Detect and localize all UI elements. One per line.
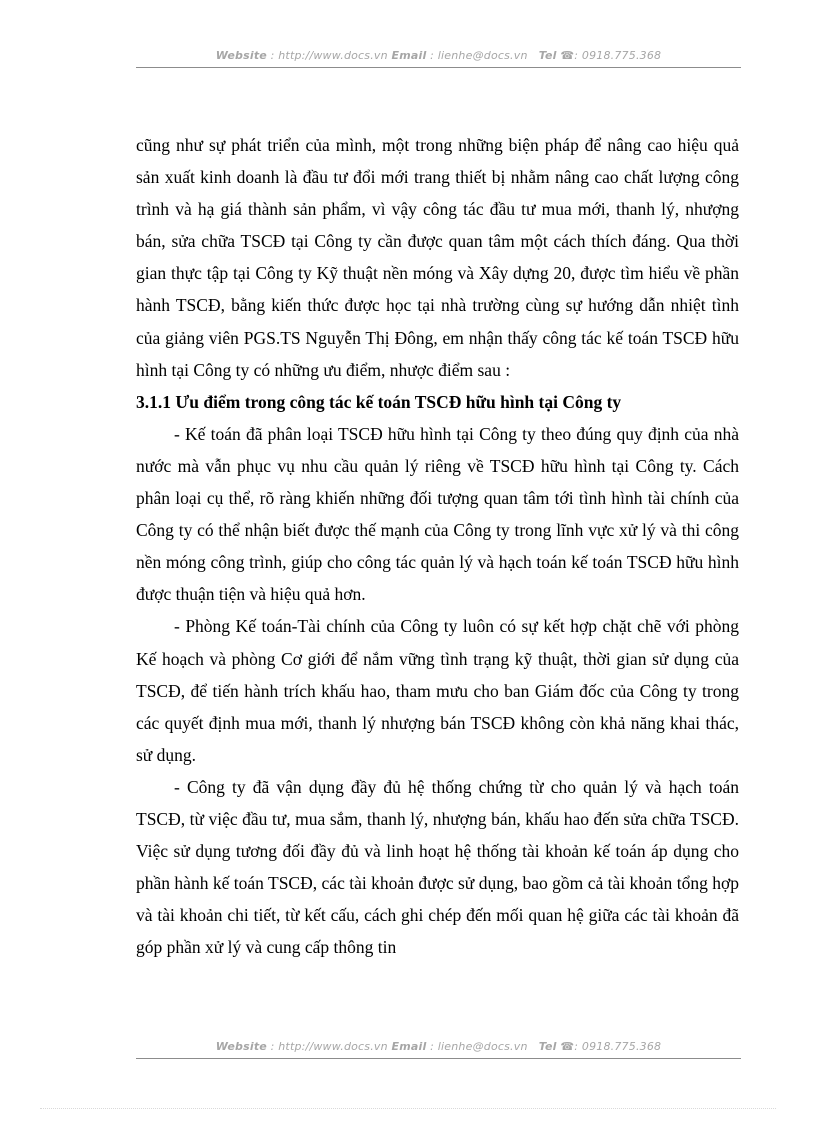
- phone-icon: ☎: [560, 1040, 575, 1053]
- footer-website-url[interactable]: : http://www.docs.vn: [270, 1040, 388, 1053]
- intro-paragraph: cũng như sự phát triển của mình, một trong những biện pháp để nâng cao hiệu quả sản xuất kinh doanh là đầu tư đổi mới trang thiết bị nhằm nâng cao chất lượng công trình và hạ giá thành sản phẩm, vì vậy công tác đầu tư mua mới, thanh lý, nhượng bán, sửa chữa TSCĐ tại Công ty cần được quan tâm một cách thích đáng. Qua thời gian thực tập tại Công ty Kỹ thuật nền móng và Xây dựng 20, được tìm hiểu về phần hành TSCĐ, bằng kiến thức được học tại nhà trường cùng sự hướng dẫn nhiệt tình của giảng viên PGS.TS Nguyễn Thị Đông, em nhận thấy công tác kế toán TSCĐ hữu hình tại Công ty có những ưu điểm, nhược điểm sau :: [136, 135, 739, 380]
- page-footer: [136, 1040, 741, 1053]
- header-email-value[interactable]: : lienhe@docs.vn: [430, 49, 528, 62]
- phone-icon: ☎: [560, 49, 575, 62]
- footer-email-label: Email: [391, 1040, 427, 1053]
- paragraph-classification: - Kế toán đã phân loại TSCĐ hữu hình tại Công ty theo đúng quy định của nhà nước mà vẫn phục vụ nhu cầu quản lý riêng về TSCĐ hữu hình tại Công ty. Cách phân loại cụ thể, rõ ràng khiến những đối tượng quan tâm tới tình hình tài chính của Công ty có thể nhận biết được thế mạnh của Công ty trong lĩnh vực xử lý và thi công nền móng công trình, giúp cho công tác quản lý và hạch toán kế toán TSCĐ hữu hình được thuận tiện và hiệu quả hơn.: [136, 423, 739, 605]
- header-website-label: Website: [215, 49, 267, 62]
- page-header: [136, 49, 741, 62]
- header-tel-value: : 0918.775.368: [574, 49, 662, 62]
- paragraph-coordination: - Phòng Kế toán-Tài chính của Công ty luôn có sự kết hợp chặt chẽ với phòng Kế hoạch và phòng Cơ giới để nắm vững tình trạng kỹ thuật, thời gian sử dụng của TSCĐ, để tiến hành trích khấu hao, tham mưu cho ban Giám đốc của Công ty trong các quyết định mua mới, thanh lý nhượng bán TSCĐ không còn khả năng khai thác, sử dụng.: [136, 616, 739, 765]
- header-website-url[interactable]: : http://www.docs.vn: [270, 49, 388, 62]
- footer-email-value[interactable]: : lienhe@docs.vn: [430, 1040, 528, 1053]
- footer-website-label: Website: [215, 1040, 267, 1053]
- footer-tel-value: : 0918.775.368: [574, 1040, 662, 1053]
- document-body: [136, 129, 739, 963]
- header-email-label: Email: [391, 49, 427, 62]
- header-divider: [136, 67, 741, 68]
- footer-tel-label: Tel: [538, 1040, 557, 1053]
- page-bottom-border: [40, 1108, 776, 1109]
- header-tel-label: Tel: [538, 49, 557, 62]
- paragraph-documents: - Công ty đã vận dụng đầy đủ hệ thống chứng từ cho quản lý và hạch toán TSCĐ, từ việc đầu tư, mua sắm, thanh lý, nhượng bán, khấu hao đến sửa chữa TSCĐ. Việc sử dụng tương đối đầy đủ và linh hoạt hệ thống tài khoản kế toán áp dụng cho phần hành kế toán TSCĐ, các tài khoản được sử dụng, bao gồm cả tài khoản tổng hợp và tài khoản chi tiết, từ kết cấu, cách ghi chép đến mối quan hệ giữa các tài khoản đã góp phần xử lý và cung cấp thông tin: [136, 776, 739, 958]
- footer-divider: [136, 1058, 741, 1059]
- section-heading: 3.1.1 Ưu điểm trong công tác kế toán TSCĐ hữu hình tại Công ty: [136, 391, 622, 412]
